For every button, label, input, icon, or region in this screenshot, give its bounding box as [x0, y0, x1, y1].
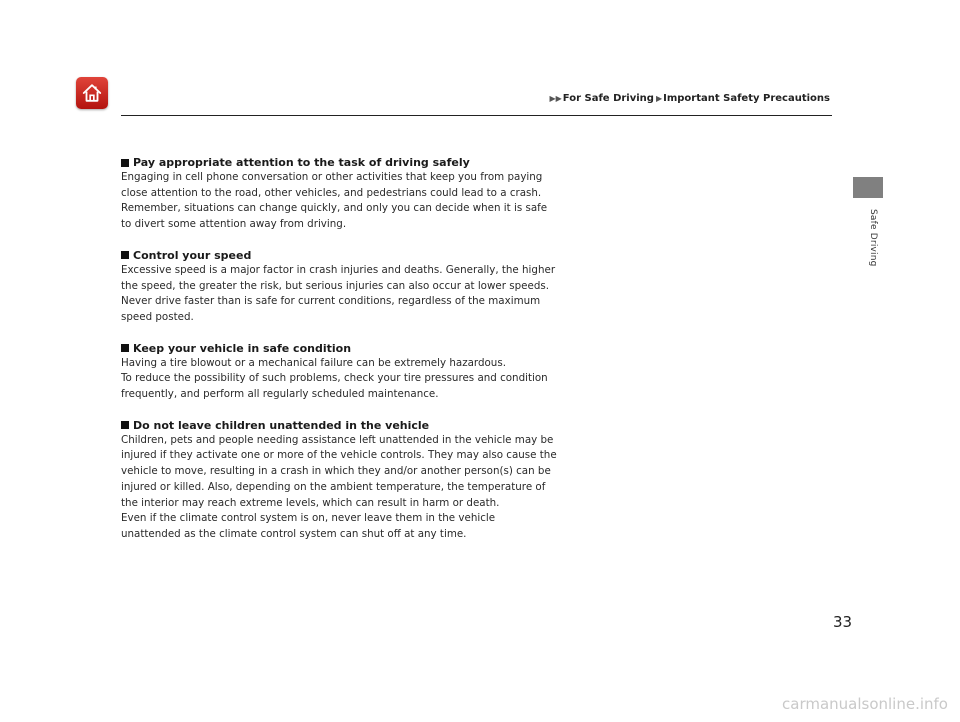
section-paragraph: To reduce the possibility of such problems, check your tire pressures and condition frequently, and perform all regularly scheduled maintenance.	[121, 372, 548, 401]
square-bullet-icon	[121, 159, 129, 167]
breadcrumb-arrow-icon: ▶	[655, 94, 663, 103]
home-icon	[81, 82, 103, 104]
section-speed	[121, 248, 557, 326]
section-heading	[121, 155, 557, 170]
section-paragraph: Even if the climate control system is on, never leave them in the vehicle unattended as the climate control system can shut off at any time.	[121, 512, 496, 540]
section-heading-text: Control your speed	[133, 248, 252, 262]
section-heading-text: Do not leave children unattended in the vehicle	[133, 418, 430, 432]
breadcrumb-item-for-safe-driving[interactable]: For Safe Driving	[562, 93, 654, 104]
section-paragraph: Engaging in cell phone conversation or other activities that keep you from paying close attention to the road, other vehicles, and pedestrians could lead to a crash. Remember, situations can change quickly, and only you can decide when it is safe to divert some attention away from driving.	[121, 171, 548, 231]
square-bullet-icon	[121, 251, 129, 259]
home-button[interactable]	[76, 77, 108, 109]
section-heading-text: Pay appropriate attention to the task of driving safely	[133, 156, 470, 169]
section-heading-text: Keep your vehicle in safe condition	[133, 341, 352, 355]
section-paragraph: Having a tire blowout or a mechanical failure can be extremely hazardous.	[121, 356, 506, 369]
section-heading	[121, 418, 557, 433]
section-paragraph: Excessive speed is a major factor in crash injuries and deaths. Generally, the higher the speed, the greater the risk, but serious injuries can also occur at lower speeds. Never drive faster than is safe for current conditions, regardless of the maximum speed posted.	[121, 263, 556, 323]
section-tab-label: Safe Driving	[868, 209, 878, 267]
section-heading	[121, 248, 557, 263]
breadcrumb-item-important-safety-precautions[interactable]: Important Safety Precautions	[663, 93, 830, 104]
page-number: 33	[833, 613, 853, 631]
section-heading	[121, 341, 557, 356]
section-attention	[121, 155, 557, 233]
section-paragraph: Children, pets and people needing assistance left unattended in the vehicle may be injured if they activate one or more of the vehicle controls. They may also cause the vehicle to move, resulting in a crash in which they and/or another person(s) can be injured or killed. Also, depending on the ambient temperature, the temperature of the interior may reach extreme levels, which can result in harm or death.	[121, 433, 557, 509]
breadcrumb-arrow-icon: ▶▶	[549, 94, 562, 103]
section-vehicle-condition	[121, 341, 557, 403]
section-tab[interactable]	[853, 177, 883, 198]
page-content	[121, 155, 557, 558]
watermark: carmanualsonline.info	[782, 695, 948, 713]
section-children	[121, 418, 557, 543]
square-bullet-icon	[121, 421, 129, 429]
header-divider	[121, 115, 832, 116]
square-bullet-icon	[121, 344, 129, 352]
breadcrumb	[549, 93, 832, 104]
